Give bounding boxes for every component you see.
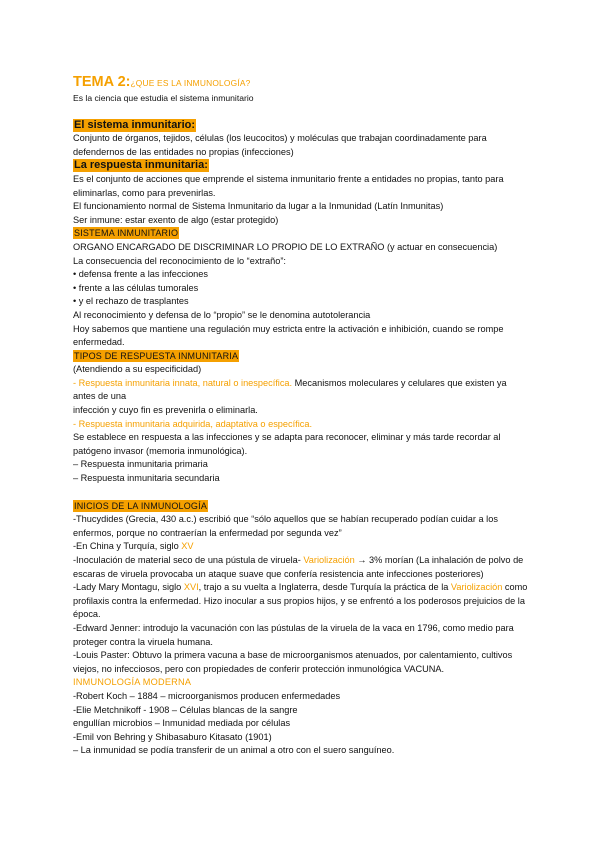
- montagu-text-b: , trajo a su vuelta a Inglaterra, desde Turquía la práctica de la: [198, 582, 451, 593]
- section-inicios: [73, 500, 531, 677]
- montagu-text-a: -Lady Mary Montagu, siglo: [73, 582, 184, 593]
- section-tipos: [73, 350, 531, 486]
- montagu-term: Variolización: [450, 582, 503, 593]
- list-item: – La inmunidad se podía transferir de un animal a otro con el suero sanguíneo.: [73, 745, 395, 756]
- sistema-caps-line-2: La consecuencia del reconocimiento de lo “extraño”:: [73, 255, 286, 266]
- tipos-innata: [73, 377, 531, 404]
- heading-respuesta: La respuesta inmunitaria:: [74, 159, 208, 172]
- sistema-caps-line-6: Al reconocimiento y defensa de lo “propio” se le denomina autotolerancia: [73, 309, 371, 320]
- list-item: – Respuesta inmunitaria secundaria: [73, 473, 220, 484]
- list-item: • defensa frente a las infecciones: [73, 269, 208, 280]
- heading-inicios: INICIOS DE LA INMUNOLOGÍA: [74, 500, 208, 511]
- inicios-inoculacion: [73, 554, 531, 581]
- innata-cont: infección y cuyo fin es prevenirla o eliminarla.: [73, 405, 258, 416]
- list-item: • frente a las células tumorales: [73, 282, 199, 293]
- tipos-note: (Atendiendo a su especificidad): [73, 364, 202, 375]
- inicios-china: [73, 540, 531, 554]
- list-item: -Emil von Behring y Shibasaburo Kitasato (1901): [73, 731, 272, 742]
- list-item: • y el rechazo de trasplantes: [73, 296, 189, 307]
- section-sistema: [73, 119, 531, 160]
- china-roman: XV: [181, 541, 194, 552]
- respuesta-line-1: Es el conjunto de acciones que emprende el sistema inmunitario frente a entidades no propias, tanto para eliminarlas, como para prevenirlas.: [73, 173, 504, 198]
- inicios-paster: -Louis Paster: Obtuvo la primera vacuna a base de microorganismos atenuados, por calentamiento, cultivos viejos, no infecciosos, pero con propiedades de conferir protección inmunológica VACUNA.: [73, 650, 513, 674]
- respuesta-line-2: El funcionamiento normal de Sistema Inmunitario da lugar a la Inmunidad (Latín Inmunitas): [73, 201, 444, 212]
- sistema-caps-line-7: Hoy sabemos que mantiene una regulación muy estricta entre la activación e inhibición, cuando se rompe enfermedad.: [73, 323, 504, 348]
- adquirida-label: - Respuesta inmunitaria adquirida, adaptativa o específica.: [73, 418, 313, 429]
- respuesta-line-3: Ser inmune: estar exento de algo (estar protegido): [73, 214, 279, 225]
- section-sistema-caps: [73, 227, 531, 349]
- intro-text: Es la ciencia que estudia el sistema inmunitario: [73, 93, 254, 103]
- section-moderna: [73, 676, 531, 758]
- list-item: – Respuesta inmunitaria primaria: [73, 459, 208, 470]
- heading-sistema-caps: SISTEMA INMUNITARIO: [74, 228, 179, 239]
- inicios-thucydides: -Thucydides (Grecia, 430 a.c.) escribió que “sólo aquellos que se habían recuperado podían cuidar a los enfermos, porque no contraerían la enfermedad por segunda vez”: [73, 514, 498, 538]
- list-item: -Elie Metchnikoff - 1908 – Células blancas de la sangre: [73, 704, 298, 715]
- list-item: engullían microbios – Inmunidad mediada por células: [73, 718, 291, 729]
- inoculacion-text-b: → 3% morían (La inhalación de polvo de escaras de viruela provocaba un ataque suave que confería resistencia ante infecciones posteriores): [73, 555, 524, 579]
- heading-moderna: INMUNOLOGÍA MODERNA: [73, 677, 192, 688]
- inoculacion-text-a: -Inoculación de material seco de una pústula de viruela-: [73, 555, 304, 565]
- inoculacion-term: Variolización: [303, 555, 355, 565]
- page-title: [73, 74, 531, 91]
- adquirida-text: Se establece en respuesta a las infecciones y se adapta para reconocer, eliminar y más tarde recordar al patógeno invasor (memoria inmunológica).: [73, 432, 501, 456]
- china-text: -En China y Turquía, siglo: [73, 541, 182, 552]
- section-respuesta: [73, 159, 531, 227]
- innata-label: - Respuesta inmunitaria innata, natural o inespecífica.: [73, 377, 293, 388]
- sistema-text: Conjunto de órganos, tejidos, células (los leucocitos) y moléculas que trabajan coordinadamente para defendernos de las entidades no propias (infecciones): [73, 133, 487, 157]
- innata-text: Mecanismos moleculares y celulares que existen ya antes de una: [73, 377, 507, 402]
- spacer: [73, 486, 531, 500]
- sistema-caps-line-1: ORGANO ENCARGADO DE DISCRIMINAR LO PROPIO DE LO EXTRAÑO (y actuar en consecuencia): [73, 241, 498, 252]
- inicios-montagu: [73, 581, 531, 622]
- heading-sistema: El sistema inmunitario:: [74, 118, 196, 131]
- inicios-jenner: -Edward Jenner: introdujo la vacunación con las pústulas de la viruela de la vaca en 1796, como medio para proteger contra la viruela humana.: [73, 622, 514, 647]
- montagu-text-c: como profilaxis contra la enfermedad. Hizo inocular a sus propios hijos, y se enfrentó a los poderosos prejuicios de la época.: [73, 582, 528, 620]
- document-body: [73, 74, 531, 758]
- list-item: -Robert Koch – 1884 – microorganismos producen enfermedades: [73, 690, 341, 701]
- montagu-roman: XVI: [183, 582, 199, 593]
- title-main: TEMA 2:: [73, 74, 131, 90]
- heading-tipos: TIPOS DE RESPUESTA INMUNITARIA: [74, 350, 239, 361]
- title-sub: ¿QUE ES LA INMUNOLOGÍA?: [130, 78, 251, 88]
